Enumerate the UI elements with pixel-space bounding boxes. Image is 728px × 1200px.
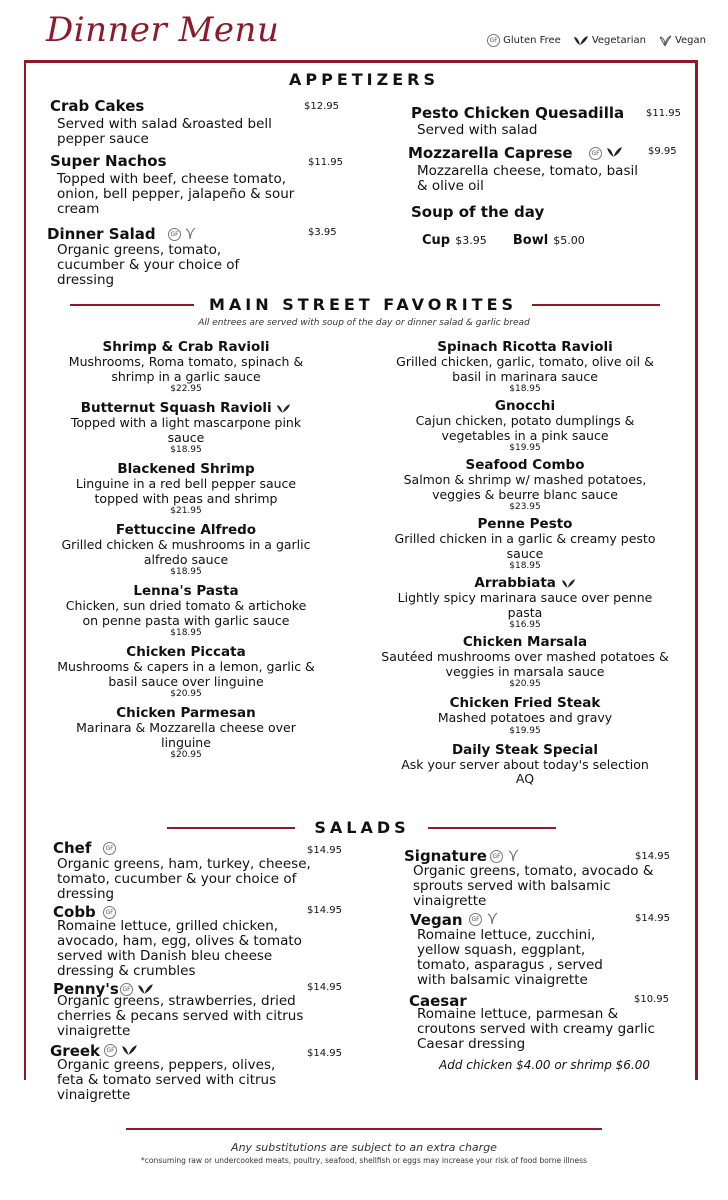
entree-name: Chicken Piccata bbox=[126, 644, 246, 660]
appetizer-desc: Mozzarella cheese, tomato, basil & olive oil bbox=[417, 163, 638, 194]
vegetarian-icon bbox=[606, 146, 623, 158]
entree-price: $19.95 bbox=[509, 443, 541, 453]
salads-heading: SALADS bbox=[314, 818, 410, 837]
entree-name: Seafood Combo bbox=[465, 457, 585, 473]
entree-desc: Grilled chicken & mushrooms in a garlic alfredo sauce bbox=[61, 537, 311, 567]
entree bbox=[380, 398, 670, 453]
entree-price: $20.95 bbox=[170, 689, 202, 699]
entree-desc: Lightly spicy marinara sauce over penne pasta bbox=[397, 590, 653, 620]
entree-desc: Grilled chicken, garlic, tomato, olive oil & basil in marinara sauce bbox=[396, 354, 654, 384]
entree bbox=[56, 644, 316, 699]
entree-name: Fettuccine Alfredo bbox=[115, 522, 257, 538]
section-rule bbox=[70, 304, 194, 306]
entree-desc: Mashed potatoes and gravy bbox=[437, 710, 613, 725]
salad-addon-note: Add chicken $4.00 or shrimp $6.00 bbox=[439, 1058, 651, 1072]
appetizer-desc: Served with salad &roasted bell pepper sauce bbox=[57, 116, 272, 147]
entree-desc: Chicken, sun dried tomato & artichoke on penne pasta with garlic sauce bbox=[65, 598, 307, 628]
entree-price: $22.95 bbox=[170, 384, 202, 394]
salad-desc: Romaine lettuce, parmesan & croutons served with creamy garlic Caesar dressing bbox=[417, 1006, 655, 1052]
entree-name: Chicken Parmesan bbox=[116, 705, 256, 721]
entree-price: $20.95 bbox=[170, 750, 202, 760]
entree-desc: Linguine in a red bell pepper sauce topped with peas and shrimp bbox=[75, 476, 297, 506]
entree-name: Spinach Ricotta Ravioli bbox=[437, 339, 613, 355]
entree bbox=[56, 705, 316, 760]
salad-name: Penny's bbox=[53, 980, 119, 998]
vegetarian-icon bbox=[573, 35, 589, 46]
entree-desc: Ask your server about today's selection bbox=[401, 756, 649, 772]
frame-top-border bbox=[24, 60, 697, 63]
entree-name: Chicken Marsala bbox=[462, 634, 588, 650]
soup-name: Soup of the day bbox=[411, 203, 545, 221]
menu-title: Dinner Menu bbox=[46, 10, 280, 50]
entree-desc: Mushrooms, Roma tomato, spinach & shrimp in a garlic sauce bbox=[68, 354, 304, 384]
salad-desc: Organic greens, peppers, olives, feta & tomato served with citrus vinaigrette bbox=[57, 1057, 277, 1103]
appetizer-name: Crab Cakes bbox=[50, 97, 145, 115]
entree-name: Gnocchi bbox=[494, 398, 556, 414]
entree bbox=[56, 522, 316, 577]
gluten-free-icon: GF bbox=[487, 34, 500, 47]
salad-desc: Romaine lettuce, grilled chicken, avocado, ham, egg, olives & tomato served with Danish bleu cheese dressing & crumbles bbox=[57, 918, 302, 979]
entree-price: $18.95 bbox=[170, 445, 202, 455]
entree-desc: Cajun chicken, potato dumplings & vegetables in a pink sauce bbox=[415, 413, 635, 443]
entree bbox=[380, 634, 670, 689]
salad-price: $14.95 bbox=[635, 851, 670, 862]
entree-desc: Grilled chicken in a garlic & creamy pesto sauce bbox=[394, 531, 656, 561]
entree-price: AQ bbox=[515, 771, 535, 786]
entree-name: Blackened Shrimp bbox=[117, 461, 255, 477]
entree-name: Chicken Fried Steak bbox=[449, 695, 601, 711]
vegetarian-icon bbox=[121, 1044, 138, 1056]
salad-name: Cobb bbox=[53, 903, 96, 921]
vegan-icon bbox=[658, 35, 672, 47]
entree-price: $16.95 bbox=[509, 620, 541, 630]
appetizers-heading: APPETIZERS bbox=[288, 70, 439, 89]
salad-desc: Romaine lettuce, zucchini, yellow squash, eggplant, tomato, asparagus , served with balsamic vinaigrette bbox=[417, 927, 603, 988]
diet-legend bbox=[487, 34, 706, 47]
section-rule bbox=[428, 827, 556, 829]
appetizer-name: Pesto Chicken Quesadilla bbox=[411, 104, 625, 122]
main-right-column bbox=[380, 339, 670, 787]
gluten-free-icon: GF bbox=[103, 842, 116, 855]
entree bbox=[56, 400, 316, 455]
entree bbox=[380, 457, 670, 512]
gluten-free-icon: GF bbox=[104, 1044, 117, 1057]
footer-disclaimer: *consuming raw or undercooked meats, poultry, seafood, shellfish or eggs may increase your risk of food borne illness bbox=[141, 1156, 587, 1165]
salad-price: $10.95 bbox=[634, 994, 669, 1005]
vegan-icon bbox=[507, 849, 519, 862]
vegetarian-icon bbox=[561, 578, 576, 589]
entree bbox=[380, 339, 670, 394]
vegan-icon bbox=[486, 912, 498, 925]
entree bbox=[56, 339, 316, 394]
vegan-icon bbox=[184, 227, 196, 240]
appetizer-desc: Topped with beef, cheese tomato, onion, bell pepper, jalapeño & sour cream bbox=[57, 171, 295, 217]
legend-vegetarian: Vegetarian bbox=[591, 35, 646, 46]
entree-name: Lenna's Pasta bbox=[133, 583, 239, 599]
salad-price: $14.95 bbox=[307, 1048, 342, 1059]
appetizer-desc: Served with salad bbox=[417, 122, 538, 138]
appetizer-name: Dinner Salad bbox=[47, 225, 156, 243]
salad-name: Signature bbox=[404, 847, 487, 865]
salad-desc: Organic greens, strawberries, dried cherries & pecans served with citrus vinaigrette bbox=[57, 993, 304, 1039]
salad-desc: Organic greens, tomato, avocado & sprouts served with balsamic vinaigrette bbox=[413, 863, 654, 909]
gluten-free-icon: GF bbox=[469, 913, 482, 926]
entree-desc: Marinara & Mozzarella cheese over linguine bbox=[76, 720, 296, 750]
salad-name: Vegan bbox=[410, 911, 463, 929]
legend-vegan: Vegan bbox=[674, 35, 706, 46]
entree bbox=[380, 516, 670, 571]
entree bbox=[380, 742, 670, 787]
salad-price: $14.95 bbox=[307, 845, 342, 856]
entree bbox=[56, 583, 316, 638]
appetizer-price: $9.95 bbox=[648, 146, 677, 157]
gluten-free-icon: GF bbox=[490, 850, 503, 863]
main-heading: MAIN STREET FAVORITES bbox=[208, 295, 518, 314]
salad-price: $14.95 bbox=[307, 905, 342, 916]
section-rule bbox=[167, 827, 295, 829]
soup-cup-label: Cup bbox=[422, 233, 451, 248]
entree-desc: Topped with a light mascarpone pink sauce bbox=[70, 415, 302, 445]
entree-price: $19.95 bbox=[509, 725, 541, 736]
appetizer-desc: Organic greens, tomato, cucumber & your choice of dressing bbox=[57, 242, 240, 288]
entree bbox=[380, 695, 670, 736]
entree-price: $18.95 bbox=[170, 567, 202, 577]
section-rule bbox=[532, 304, 660, 306]
vegetarian-icon bbox=[276, 403, 291, 414]
soup-cup-price: $3.95 bbox=[455, 234, 487, 247]
entree-price: $18.95 bbox=[170, 628, 202, 638]
entree bbox=[56, 461, 316, 516]
appetizer-name: Super Nachos bbox=[50, 152, 167, 170]
entree-price: $21.95 bbox=[170, 506, 202, 516]
entree-name: Penne Pesto bbox=[477, 516, 573, 532]
entree-desc: Salmon & shrimp w/ mashed potatoes, veggies & beurre blanc sauce bbox=[403, 472, 647, 502]
main-subtitle: All entrees are served with soup of the day or dinner salad & garlic bread bbox=[198, 318, 530, 328]
entree-name: Butternut Squash Ravioli bbox=[56, 400, 316, 416]
entree-price: $18.95 bbox=[509, 561, 541, 571]
entree-desc: Mushrooms & capers in a lemon, garlic & basil sauce over linguine bbox=[57, 659, 315, 689]
footer-substitutions: Any substitutions are subject to an extra charge bbox=[231, 1141, 497, 1154]
gluten-free-icon: GF bbox=[168, 228, 181, 241]
gluten-free-icon: GF bbox=[120, 983, 133, 996]
footer-rule bbox=[126, 1128, 602, 1130]
entree-desc: Sautéed mushrooms over mashed potatoes & veggies in marsala sauce bbox=[381, 649, 669, 679]
soup-sizes bbox=[422, 229, 585, 248]
entree-price: $18.95 bbox=[509, 384, 541, 394]
salad-desc: Organic greens, ham, turkey, cheese, tomato, cucumber & your choice of dressing bbox=[57, 856, 311, 902]
gluten-free-icon: GF bbox=[589, 147, 602, 160]
entree-name: Shrimp & Crab Ravioli bbox=[102, 339, 270, 355]
salad-name: Caesar bbox=[409, 992, 467, 1010]
frame-right-border bbox=[695, 60, 698, 1080]
appetizer-price: $11.95 bbox=[646, 108, 681, 119]
entree-name: Daily Steak Special bbox=[451, 741, 599, 758]
frame-left-border bbox=[24, 60, 26, 1080]
salad-name: Chef bbox=[53, 839, 92, 857]
gluten-free-icon: GF bbox=[103, 906, 116, 919]
salad-price: $14.95 bbox=[635, 913, 670, 924]
entree-price: $20.95 bbox=[509, 679, 541, 689]
legend-gluten-free: Gluten Free bbox=[503, 35, 561, 46]
salad-price: $14.95 bbox=[307, 982, 342, 993]
salad-name: Greek bbox=[50, 1042, 101, 1060]
appetizer-price: $11.95 bbox=[308, 157, 343, 168]
entree-name: Arrabbiata bbox=[380, 575, 670, 591]
soup-bowl-price: $5.00 bbox=[553, 234, 585, 247]
main-left-column bbox=[56, 339, 316, 760]
appetizer-name: Mozzarella Caprese bbox=[408, 144, 573, 162]
soup-bowl-label: Bowl bbox=[512, 233, 549, 248]
entree bbox=[380, 575, 670, 630]
entree-price: $23.95 bbox=[509, 502, 541, 512]
appetizer-price: $12.95 bbox=[304, 101, 339, 112]
appetizer-price: $3.95 bbox=[308, 227, 337, 238]
